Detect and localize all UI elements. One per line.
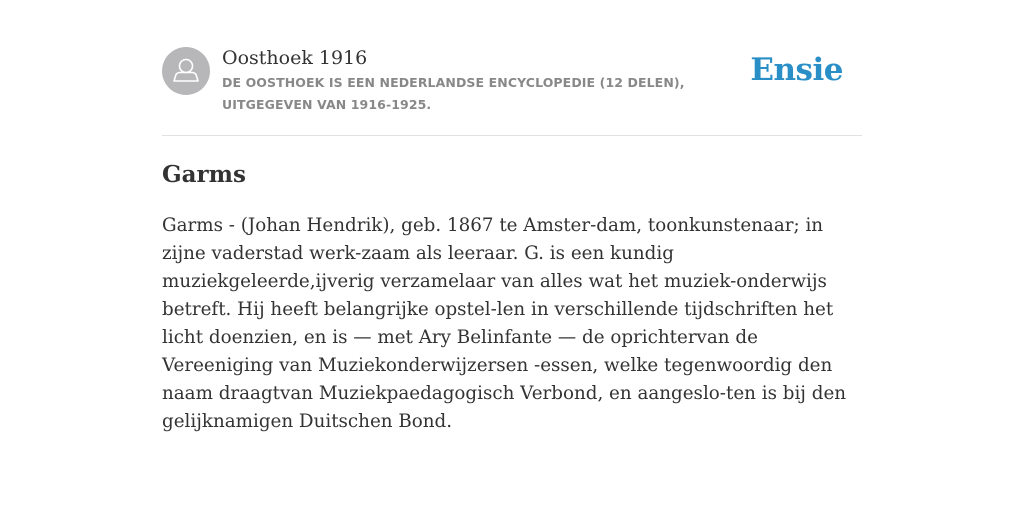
page (162, 0, 862, 432)
source-header (162, 0, 862, 136)
avatar-graphic (162, 47, 210, 95)
source-description: DE OOSTHOEK IS EEN NEDERLANDSE ENCYCLOPEDIE (12 DELEN), UITGEGEVEN VAN 1916-1925. (222, 75, 685, 112)
user-icon (162, 47, 210, 95)
article-body: Garms - (Johan Hendrik), geb. 1867 te Amster-dam, toonkunstenaar; in zijne vaderstad werk-zaam als leeraar. G. is een kundig muziekgeleerde,ijverig verzamelaar van alles wat het muziek-onderwijs betreft. Hij heeft belangrijke opstel-len in verschillende tijdschriften het licht doenzien, en is — met Ary Belinfante — de oprichtervan de Vereeniging van Muziekonderwijzersen -essen, welke tegenwoordig den naam draagtvan Muziekpaedagogisch Verbond, en aangeslo-ten is bij den gelijknamigen Duitschen Bond. (162, 215, 847, 432)
brand-logo[interactable]: Ensie (750, 52, 843, 88)
source-info (222, 46, 762, 116)
source-title[interactable]: Oosthoek 1916 (222, 47, 368, 69)
article-title: Garms (162, 161, 246, 188)
